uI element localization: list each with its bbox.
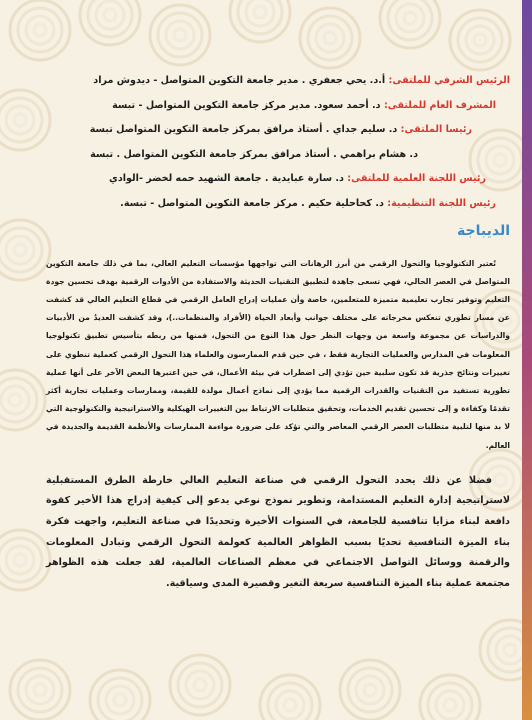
honorary-president-value: أ.د. يحي جعفري . مدير جامعة التكوين المتواصل - ديدوش مراد [93, 75, 386, 86]
chairs-row [46, 123, 510, 137]
organizing-committee-value: د. كحاحلية حكيم . مركز جامعة التكوين المتواصل - تبسة. [120, 197, 384, 209]
decorative-side-bar [522, 0, 532, 720]
scientific-committee-row [46, 172, 510, 186]
preamble-paragraph-2: فضلا عن ذلك يحدد التحول الرقمي في صناعة التعليم العالي خارطة الطرق المستقبلية لاستراتيجية إدارة التعليم المستدامة، وتطوير نموذج نوعي يدعو إلى كيفية إدراج هذا الأخير كقوة دافعة لبناء مزايا تنافسية للجامعة، في السنوات الأخيرة وتحديدًا في صناعة التعليم، واجهت فكرة بناء الميزة التنافسية تحديًا بسبب الظواهر العالمية كعولمة التحول الرقمي وتبادل المعلومات والرقمنة ووسائل التواصل الاجتماعي في معظم الصناعات العالمية، لقد جعلت هذه الظواهر مجتمعة عملية بناء الميزة التنافسية سريعة التغير وقصيرة المدى وسياقية. [46, 474, 510, 589]
general-supervisor-row [46, 99, 510, 113]
honorary-president-label: الرئيس الشرفي للملتقى: [388, 75, 510, 86]
scientific-committee-label: رئيس اللجنة العلمية للملتقى: [347, 173, 486, 185]
general-supervisor-label: المشرف العام للملتقى: [383, 99, 496, 111]
general-supervisor-value: د. أحمد سعود. مدير مركز جامعة التكوين المتواصل - تبسة [112, 99, 381, 111]
chair-1-value: د. سليم جداي . أستاذ مرافق بمركز جامعة التكوين المتواصل تبسة [89, 124, 398, 136]
page-content [46, 74, 510, 594]
chair-2-row [46, 148, 510, 162]
scientific-committee-value: د. سارة عبايدية . جامعة الشهيد حمه لخضر -الوادي [109, 173, 344, 185]
preamble-heading: الديباجة [457, 222, 510, 239]
chairs-label: رئيسا الملتقى: [400, 124, 472, 136]
preamble-paragraph-1: تُعتبر التكنولوجيا والتحول الرقمي من أبرز الرهانات التي تواجهها مؤسسات التعليم العالي، بما في ذلك جامعة التكوين المتواصل في العصر الحالي، فهي تسعى جاهدة لتطبيق التقنيات الحديثة والاستفادة من الأدوات الرقمية بهدف تحسين جودة التعليم وتوفير تجارب تعليمية متميزة للمتعلمين، خاصة وأن عمليات إدراج العامل الرقمي في قطاع التعليم العالي قد كشفت عن مسار تطوري تنعكس مخرجاته على مختلف جوانب وأبعاد الحياة (الأفراد والمنظمات..)، وقد كشفت العديدُ من الأدبيات والدراسات عن مجموعة واسعة من وجهات النظر حول هذا النوع من التحول، فمنها من ربطه بتأسيس تطبيق تكنولوجيا المعلومات في المدارس والعمليات التجارية فقط ، في حين قدم الممارسون والعلماء هذا التحول الرقمي كعملية تنطوي على تغييرات ونتائج جذرية قد تكون سلبية حين تؤدي إلى اضطراب في بيئة الأعمال، في حين اعتبرها البعض الآخر على أنها عملية تطورية تستفيد من التقنيات والقدرات الرقمية مما يؤدي إلى نماذج أعمال مولدة للقيمة، وممارسات وعمليات تجارية أكثر تقدمًا وكفاءة و إلى تحسين تقديم الخدمات، وتحقيق متطلبات الارتباط بين التغييرات الهيكلية والاستراتيجية والتكنولوجية التي لا بد منها لتلبية متطلبات العصر الرقمي المعاصر والتي تؤكد على ضرورة مواءمة الممارسات والأنظمة القديمة والجديدة في العالم. [46, 258, 510, 450]
organizing-committee-label: رئيس اللجنة التنظيمية: [387, 197, 496, 209]
honorary-president-row [46, 74, 510, 88]
chair-2-value: د. هشام براهمي . أستاذ مرافق بمركز جامعة التكوين المتواصل . تبسة [90, 148, 418, 160]
organizing-committee-row [46, 197, 510, 211]
